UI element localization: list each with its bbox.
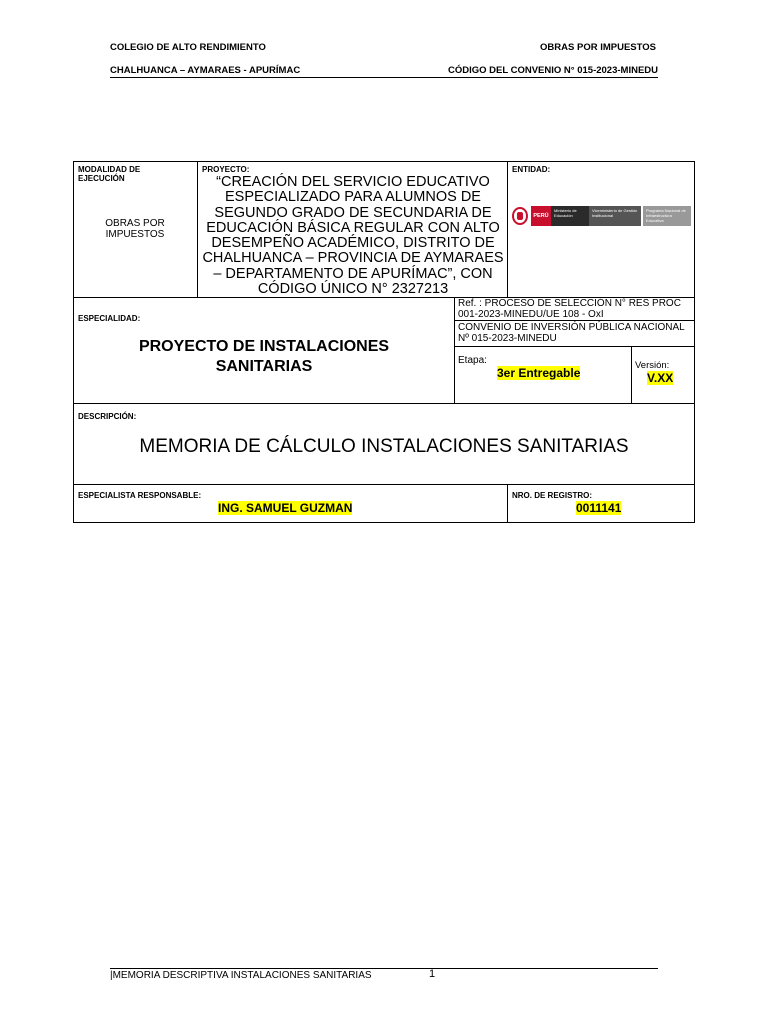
header-rule — [110, 77, 658, 78]
col-divider — [507, 162, 508, 297]
especialidad-label: ESPECIALIDAD: — [78, 314, 141, 323]
registro-label: NRO. DE REGISTRO: — [512, 491, 593, 500]
modalidad-label: MODALIDAD DE EJECUCIÓN — [78, 165, 141, 183]
ref-divider — [454, 320, 694, 321]
header-agreement: CÓDIGO DEL CONVENIO N° 015-2023-MINEDU — [447, 65, 658, 76]
modalidad-value: OBRAS POR IMPUESTOS — [105, 218, 165, 240]
row-divider — [74, 403, 694, 404]
especialidad-value: PROYECTO DE INSTALACIONES SANITARIAS — [138, 338, 390, 375]
version-value: V.XX — [647, 371, 674, 385]
page-number: 1 — [429, 968, 436, 980]
col-divider — [631, 346, 632, 403]
etapa-value: 3er Entregable — [497, 366, 581, 380]
footer-rule — [110, 968, 658, 969]
proyecto-label: PROYECTO: — [202, 165, 250, 174]
row-divider — [74, 484, 694, 485]
descripcion-label: DESCRIPCIÓN: — [78, 412, 137, 421]
col-divider — [454, 297, 455, 403]
proyecto-text: “CREACIÓN DEL SERVICIO EDUCATIVO ESPECIALIZADO PARA ALUMNOS DE SEGUNDO GRADO DE SECUNDARIA DE EDUCACIÓN BÁSICA REGULAR CON ALTO DESEMPEÑO ACADÉMICO, DISTRITO DE CHALHUANCA – PROVINCIA DE AYMARAES – DEPARTAMENTO DE APURÍMAC”, CON CÓDIGO ÚNICO N° 2327213 — [202, 174, 504, 298]
etapa-divider — [454, 346, 694, 347]
header-location: CHALHUANCA – AYMARAES - APURÍMAC — [110, 65, 301, 76]
col-divider — [197, 162, 198, 297]
version-label: Versión: — [635, 360, 670, 371]
project-info-table — [73, 161, 695, 523]
entidad-label: ENTIDAD: — [512, 165, 551, 174]
ministry-logo: Ministerio de Educación — [551, 206, 589, 226]
pronied-logo: Programa Nacional de Infraestructura Educativa — [643, 206, 691, 226]
vice-ministry-logo: Viceministerio de Gestión Institucional — [589, 206, 641, 226]
ref-text: Ref. : PROCESO DE SELECCIÓN N° RES PROC 001-2023-MINEDU/UE 108 - OxI — [458, 298, 681, 320]
peru-logo: PERÚ — [531, 206, 551, 226]
registro-value: 0011141 — [576, 501, 622, 515]
coat-of-arms-icon — [512, 207, 528, 225]
especialista-label: ESPECIALISTA RESPONSABLE: — [78, 491, 202, 500]
etapa-label: Etapa: — [458, 355, 487, 366]
descripcion-value: MEMORIA DE CÁLCULO INSTALACIONES SANITARIAS — [139, 436, 629, 457]
footer-text: |MEMORIA DESCRIPTIVA INSTALACIONES SANITARIAS — [110, 970, 372, 981]
header-program: OBRAS POR IMPUESTOS — [540, 42, 656, 53]
header-school: COLEGIO DE ALTO RENDIMIENTO — [110, 42, 266, 53]
convenio-text: CONVENIO DE INVERSIÓN PÚBLICA NACIONAL Nº 015-2023-MINEDU — [458, 322, 685, 344]
entidad-logos — [512, 205, 692, 227]
especialista-value: ING. SAMUEL GUZMAN — [218, 501, 353, 515]
col-divider — [507, 484, 508, 522]
